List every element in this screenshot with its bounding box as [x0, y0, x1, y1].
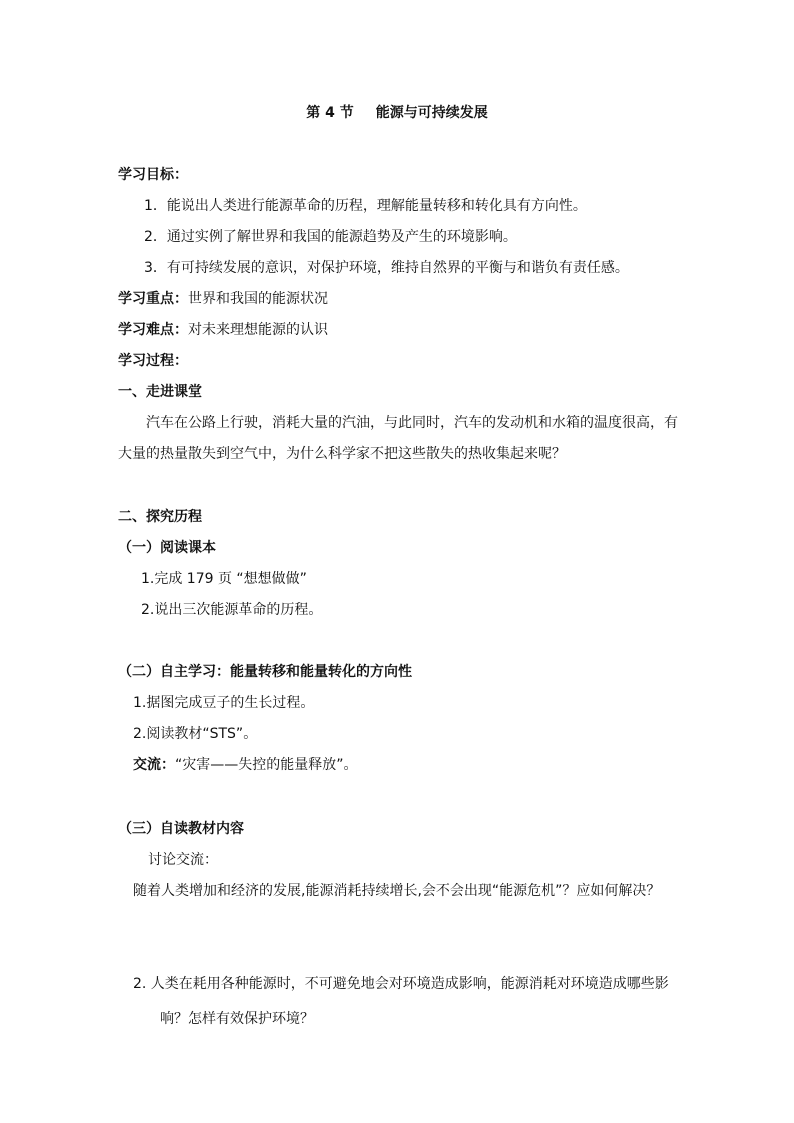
- sub3-heading: （三）自读教材内容: [118, 821, 244, 837]
- sub2-item-1: 1.据图完成豆子的生长过程。: [133, 695, 315, 711]
- page-title: [0, 104, 794, 122]
- part1-paragraph-line-1: 汽车在公路上行驶，消耗大量的汽油，与此同时，汽车的发动机和水箱的温度很高，有: [146, 415, 678, 431]
- sub1-item-2: 2.说出三次能源革命的历程。: [141, 602, 323, 618]
- sub2-item-2: 2.阅读教材“STS”。: [133, 726, 258, 742]
- exchange-line: [133, 756, 358, 774]
- sub1-heading: （一）阅读课本: [118, 540, 216, 556]
- discuss-label: 讨论交流：: [148, 852, 218, 868]
- question-1: 随着人类增加和经济的发展,能源消耗持续增长,会不会出现“能源危机”？应如何解决？: [133, 883, 661, 899]
- exchange-label: 交流：: [133, 757, 175, 773]
- objective-item-2: 2．通过实例了解世界和我国的能源趋势及产生的环境影响。: [144, 229, 517, 245]
- difficulty-label: 学习难点：: [118, 322, 188, 338]
- part1-paragraph-line-2: 大量的热量散失到空气中，为什么科学家不把这些散失的热收集起来呢？: [118, 446, 566, 462]
- section-number: 第 4 节: [306, 105, 354, 121]
- objective-item-1: 1．能说出人类进行能源革命的历程，理解能量转移和转化具有方向性。: [144, 198, 587, 214]
- focus-text: 世界和我国的能源状况: [188, 291, 328, 307]
- focus-label: 学习重点：: [118, 291, 188, 307]
- difficulty-line: [118, 321, 328, 339]
- sub2-heading: （二）自主学习：能量转移和能量转化的方向性: [118, 664, 412, 680]
- exchange-text: “灾害——失控的能量释放”。: [175, 757, 358, 773]
- part2-heading: 二、探究历程: [118, 509, 202, 525]
- sub1-item-1: 1.完成 179 页 “想想做做”: [141, 571, 307, 587]
- question-2-line-2: 响？怎样有效保护环境？: [160, 1011, 314, 1027]
- difficulty-text: 对未来理想能源的认识: [188, 322, 328, 338]
- question-2-line-1: 2. 人类在耗用各种能源时，不可避免地会对环境造成影响，能源消耗对环境造成哪些影: [133, 976, 669, 992]
- objective-item-3: 3．有可持续发展的意识，对保护环境，维持自然界的平衡与和谐负有责任感。: [144, 260, 629, 276]
- part1-heading: 一、走进课堂: [118, 384, 202, 400]
- section-name: 能源与可持续发展: [375, 105, 488, 121]
- objectives-heading: 学习目标：: [118, 167, 188, 183]
- process-heading: 学习过程：: [118, 353, 188, 369]
- focus-line: [118, 290, 328, 308]
